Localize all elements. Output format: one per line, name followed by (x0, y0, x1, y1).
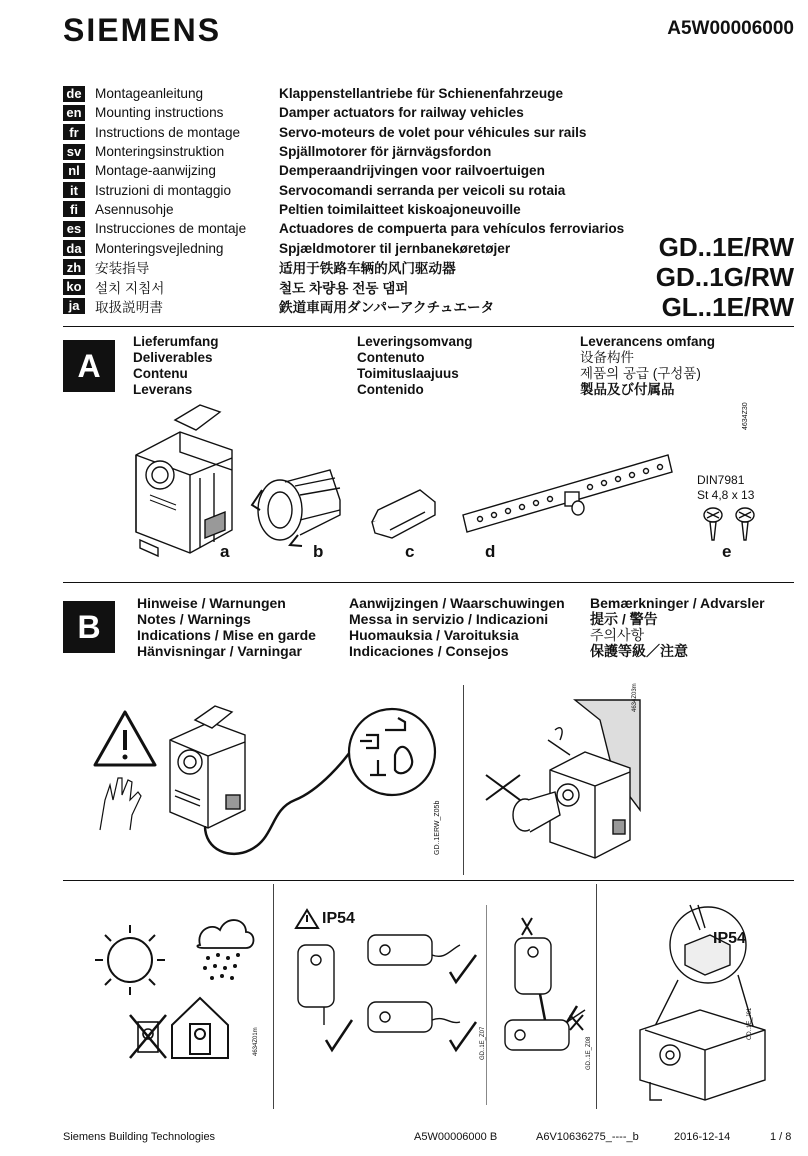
language-product-title: 适用于铁路车辆的风门驱动器 (279, 261, 456, 277)
language-doc-name: Monteringsvejledning (95, 240, 224, 256)
deliv-sv: Leverans (133, 382, 193, 397)
model-1: GD..1E/RW (658, 232, 794, 262)
language-doc-name: 安装指导 (95, 261, 150, 277)
language-doc-name: Instrucciones de montaje (95, 221, 247, 237)
no-outdoor-icon (130, 1015, 166, 1058)
notes-de: Hinweise / Warnungen (137, 595, 286, 611)
language-code: en (63, 105, 85, 121)
warning-icon (95, 712, 155, 765)
footer-page: 1 / 8 (770, 1131, 792, 1143)
ip-warning-icon (296, 910, 318, 928)
language-product-title: Servo-moteurs de volet pour véhicules sur rails (279, 124, 587, 140)
drawing-code-b2: 4634Z03m (632, 683, 638, 712)
unplug-icon (349, 709, 435, 795)
drawing-code-b5: CD..1E_J01 (747, 1007, 753, 1040)
language-code: nl (63, 163, 85, 179)
language-doc-name: Mounting instructions (95, 105, 224, 121)
document-number: A5W00006000 (667, 18, 794, 39)
drawing-code-b4: GD..1E_Z08 (586, 1036, 592, 1070)
notes-sv: Hänvisningar / Varningar (137, 643, 302, 659)
language-code: zh (63, 259, 85, 275)
deliv-de: Lieferumfang (133, 334, 219, 349)
deliv-fi: Toimituslaajuus (357, 366, 459, 381)
label-c: c (405, 542, 415, 561)
footer-ref2: A6V10636275_----_b (536, 1131, 639, 1143)
language-doc-name: Asennusohje (95, 201, 174, 217)
deliv-es: Contenido (357, 382, 424, 397)
label-b: b (313, 542, 324, 561)
sun-icon (95, 925, 165, 995)
language-product-title: Damper actuators for railway vehicles (279, 105, 524, 121)
hand-icon (100, 778, 141, 830)
screw-size: St 4,8 x 13 (697, 488, 755, 502)
language-product-title: Demperaandrijvingen voor railvoertuigen (279, 163, 545, 179)
language-code: es (63, 221, 85, 237)
language-product-title: Actuadores de compuerta para vehículos ferroviarios (279, 221, 625, 237)
language-doc-name: Montage-aanwijzing (95, 163, 216, 179)
language-code: ko (63, 279, 85, 295)
footer-ref1: A5W00006000 B (414, 1131, 498, 1143)
model-2: GD..1G/RW (655, 262, 794, 292)
deliv-ja: 製品及び付属品 (580, 382, 675, 397)
deliv-ko: 제품의 공급 (구성품) (580, 366, 701, 381)
language-product-title: 철도 차량용 전동 댐퍼 (279, 280, 409, 296)
notes-zh: 提示 / 警告 (590, 611, 658, 627)
language-product-title: Spjällmotorer för järnvägsfordon (279, 144, 492, 160)
ip54-label: IP54 (322, 910, 355, 927)
language-product-title: Klappenstellantriebe für Schienenfahrzeuge (279, 86, 564, 102)
deliv-fr: Contenu (133, 366, 188, 381)
notes-en: Notes / Warnings (137, 611, 251, 627)
footer-company: Siemens Building Technologies (63, 1131, 216, 1143)
language-product-title: Spjældmotorer til jernbanekøretøjer (279, 240, 511, 256)
language-code: ja (63, 298, 85, 314)
deliv-nl: Leveringsomvang (357, 334, 473, 349)
indoor-house-icon (172, 998, 228, 1058)
section-b-marker: B (63, 601, 115, 653)
footer-date: 2016-12-14 (674, 1131, 731, 1143)
language-doc-name: Istruzioni di montaggio (95, 182, 232, 198)
language-code: fr (63, 124, 85, 140)
deliv-en: Deliverables (133, 350, 213, 365)
rain-cloud-icon (197, 920, 253, 980)
orientation-drawings (298, 918, 585, 1050)
ip54-zoom-label: IP54 (713, 930, 746, 947)
language-doc-name: 설치 지침서 (95, 280, 165, 296)
actuator-b-drawing (170, 706, 245, 828)
drawing-code-b6: GD..1E_Z07 (480, 1026, 486, 1060)
siemens-logo: SIEMENS (63, 12, 222, 48)
ip54-zoom-drawing (640, 905, 765, 1100)
label-a: a (220, 542, 230, 561)
drawing-code-b3: 4634Z01m (253, 1027, 259, 1056)
section-a-marker: A (63, 340, 115, 392)
notes-it: Messa in servizio / Indicazioni (349, 611, 549, 627)
language-doc-name: Monteringsinstruktion (95, 144, 225, 160)
language-product-title: Peltien toimilaitteet kiskoajoneuvoille (279, 201, 521, 217)
language-product-title: 鉄道車両用ダンパーアクチュエータ (279, 299, 495, 315)
notes-fi: Huomauksia / Varoituksia (349, 627, 519, 643)
model-3: GL..1E/RW (661, 292, 794, 322)
notes-fr: Indications / Mise en garde (137, 627, 316, 643)
language-product-title: Servocomandi serranda per veicoli su rotaia (279, 182, 566, 198)
notes-nl: Aanwijzingen / Waarschuwingen (349, 595, 565, 611)
deliv-da: Leverancens omfang (580, 334, 716, 349)
label-e: e (722, 542, 732, 561)
label-d: d (485, 542, 496, 561)
screw-standard: DIN7981 (697, 473, 745, 487)
deliv-zh: 设备构件 (580, 350, 634, 365)
language-doc-name: Instructions de montage (95, 124, 241, 140)
notes-es: Indicaciones / Consejos (349, 643, 509, 659)
language-code: da (63, 240, 85, 256)
deliv-it: Contenuto (357, 350, 425, 365)
mounting-drawing (486, 700, 640, 858)
language-code: fi (63, 201, 85, 217)
notes-da: Bemærkninger / Advarsler (590, 595, 765, 611)
notes-ja: 保護等級／注意 (590, 643, 688, 659)
drawing-code-a: 4634Z30 (742, 402, 749, 430)
language-code: sv (63, 144, 85, 160)
notes-ko: 주의사항 (590, 627, 645, 643)
language-code: de (63, 86, 85, 102)
language-doc-name: Montageanleitung (95, 86, 204, 102)
language-doc-name: 取扱説明書 (95, 299, 163, 315)
language-code: it (63, 182, 85, 198)
drawing-code-b1: GD..1ERW_Z05b (434, 800, 441, 855)
